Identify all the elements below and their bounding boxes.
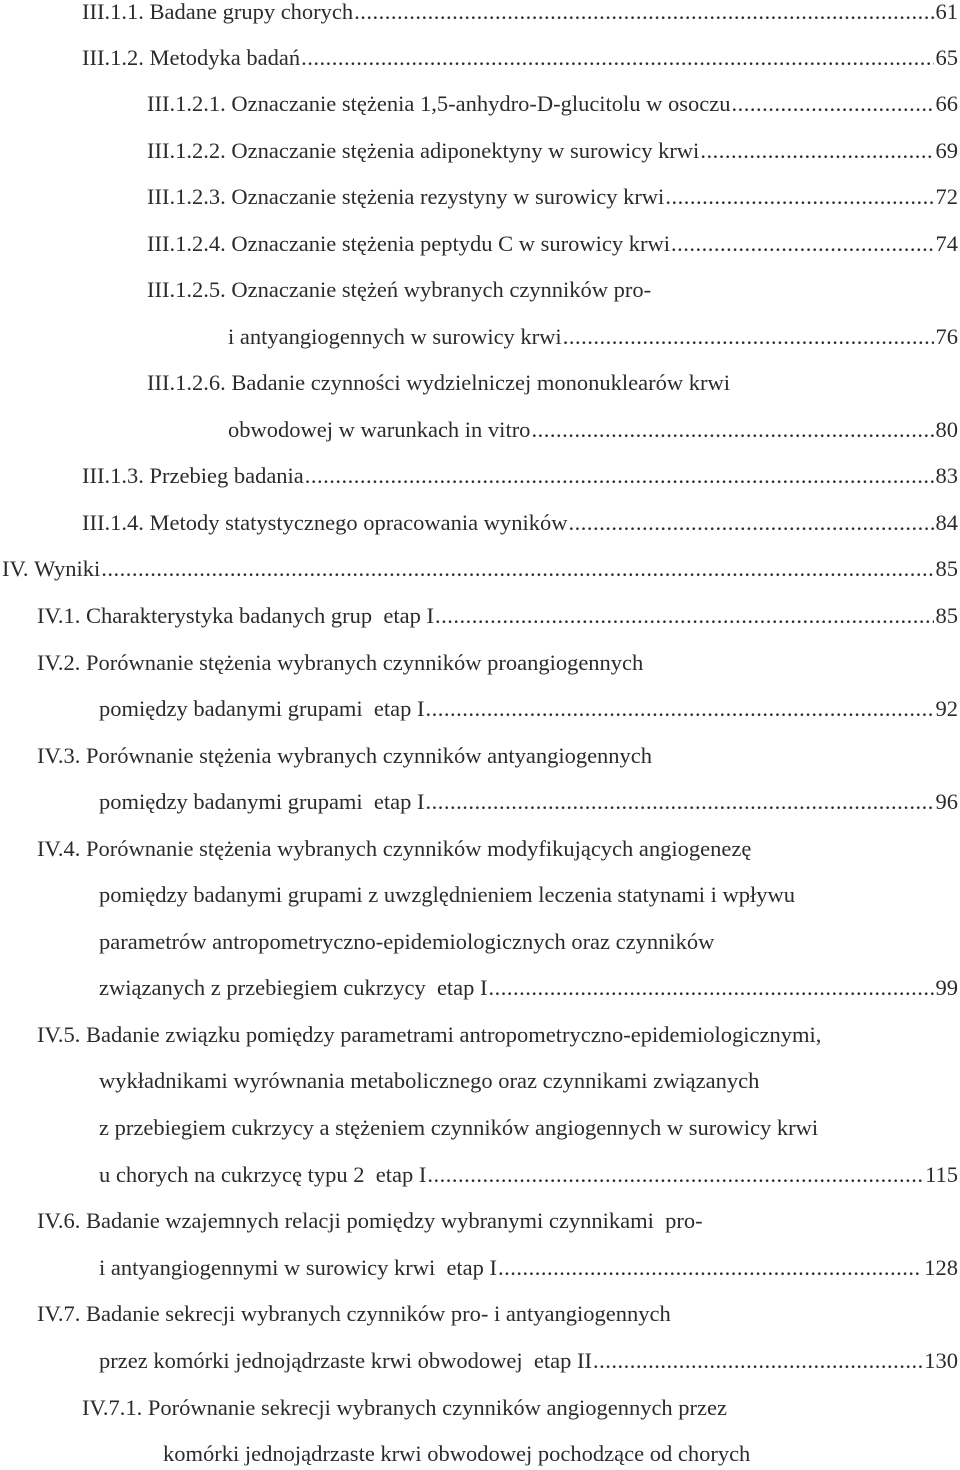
toc-entry-title: związanych z przebiegiem cukrzycy etap I [99,975,488,1000]
toc-entry-number: III.1.2.6. [147,370,226,395]
toc-entry-title: i antyangiogennych w surowicy krwi [228,324,562,349]
toc-entry-number: III.1.2. [82,45,144,70]
toc-leader-dots [427,1160,923,1190]
toc-entry-page: 115 [925,1162,958,1187]
toc-entry-title: Badanie sekrecji wybranych czynników pro- i antyangiogennych [85,1301,671,1326]
toc-leader-dots [569,508,934,538]
toc-entry [147,275,651,305]
toc-entry-page: 85 [935,603,958,628]
toc-entry-page: 65 [935,45,958,70]
toc-entry-title: Charakterystyka badanych grup etap I [85,603,434,628]
toc-entry-title: Badane grupy chorych [149,0,354,24]
toc-entry-page: 61 [935,0,958,24]
toc-entry [147,182,958,212]
toc-entry-title: z przebiegiem cukrzycy a stężeniem czynników angiogennych w surowicy krwi [99,1115,819,1140]
toc-entry-page: 130 [924,1348,958,1373]
toc-entry-number: IV.7.1. [82,1395,143,1420]
toc-entry [147,89,958,119]
toc-entry-continuation [163,1439,750,1469]
toc-leader-dots [498,1253,922,1283]
toc-entry [147,229,958,259]
toc-entry-title: Oznaczanie stężenia 1,5-anhydro-D-glucitolu w osoczu [231,91,731,116]
toc-entry-number: III.1.4. [82,510,144,535]
toc-entry-continuation [99,880,795,910]
toc-entry-title: Porównanie stężenia wybranych czynników proangiogennych [85,650,644,675]
toc-entry [37,741,652,771]
toc-entry-title: obwodowej w warunkach in vitro [228,417,531,442]
toc-entry [37,1206,703,1236]
toc-leader-dots [426,694,934,724]
toc-entry-continuation [228,322,958,352]
toc-entry-number: III.1.2.1. [147,91,226,116]
toc-entry-page: 72 [935,184,958,209]
toc-entry-title: Wyniki [34,556,101,581]
toc-entry-title: pomiędzy badanymi grupami etap I [99,696,425,721]
toc-entry [82,0,958,27]
toc-entry-title: wykładnikami wyrównania metabolicznego oraz czynnikami związanych [99,1068,760,1093]
toc-entry-page: 76 [935,324,958,349]
toc-entry-title: Oznaczanie stężenia adiponektyny w surowicy krwi [231,138,700,163]
toc-entry-title: i antyangiogennymi w surowicy krwi etap I [99,1255,498,1280]
toc-entry [147,368,730,398]
toc-entry-number: IV.1. [37,603,81,628]
toc-entry-number: IV. [2,556,29,581]
toc-leader-dots [101,554,933,584]
toc-entry-page: 128 [924,1255,958,1280]
toc-entry-title: przez komórki jednojądrzaste krwi obwodowej etap II [99,1348,592,1373]
toc-entry-number: III.1.2.4. [147,231,226,256]
toc-entry [37,1299,671,1329]
toc-entry-page: 80 [935,417,958,442]
toc-entry-title: Oznaczanie stężenia rezystyny w surowicy krwi [231,184,665,209]
toc-entry [82,508,958,538]
toc-entry-number: IV.4. [37,836,81,861]
toc-entry-number: III.1.2.2. [147,138,226,163]
toc-leader-dots [435,601,934,631]
toc-entry-page: 85 [935,556,958,581]
toc-entry [37,648,643,678]
toc-entry-title: Metodyka badań [149,45,301,70]
toc-entry-continuation [228,415,958,445]
toc-entry-title: Porównanie stężenia wybranych czynników modyfikujących angiogenezę [85,836,752,861]
toc-entry-title: komórki jednojądrzaste krwi obwodowej pochodzące od chorych [163,1441,751,1466]
toc-entry-page: 99 [935,975,958,1000]
toc-leader-dots [665,182,933,212]
toc-leader-dots [531,415,933,445]
toc-entry [37,834,751,864]
toc-entry-number: IV.7. [37,1301,81,1326]
toc-leader-dots [563,322,934,352]
toc-entry-continuation [99,1253,958,1283]
toc-entry-continuation [99,694,958,724]
toc-entry-page: 83 [935,463,958,488]
toc-entry-continuation [99,1346,958,1376]
toc-entry-number: III.1.2.5. [147,277,226,302]
toc-entry-number: IV.5. [37,1022,81,1047]
toc-entry [82,43,958,73]
toc-leader-dots [671,229,934,259]
toc-leader-dots [354,0,933,27]
toc-leader-dots [489,973,934,1003]
toc-entry [37,1020,821,1050]
toc-entry [37,601,958,631]
toc-entry-continuation [99,1160,958,1190]
toc-entry-page: 69 [935,138,958,163]
toc-entry [82,1393,727,1423]
toc-entry-title: parametrów antropometryczno-epidemiologicznych oraz czynników [99,929,715,954]
toc-entry-number: III.1.1. [82,0,144,24]
toc-leader-dots [732,89,934,119]
toc-entry-continuation [99,1113,818,1143]
toc-entry-page: 66 [935,91,958,116]
toc-entry-title: Badanie wzajemnych relacji pomiędzy wybranymi czynnikami pro- [85,1208,703,1233]
toc-entry-title: Badanie czynności wydzielniczej mononuklearów krwi [231,370,730,395]
toc-entry-title: Oznaczanie stężenia peptydu C w surowicy krwi [231,231,670,256]
toc-entry-number: IV.2. [37,650,81,675]
toc-entry-number: IV.3. [37,743,81,768]
toc-entry [147,136,958,166]
toc-entry-page: 96 [935,789,958,814]
toc-leader-dots [426,787,934,817]
toc-entry-continuation [99,787,958,817]
toc-entry-title: pomiędzy badanymi grupami etap I [99,789,425,814]
toc-entry-number: IV.6. [37,1208,81,1233]
toc-leader-dots [301,43,933,73]
toc-entry-title: Badanie związku pomiędzy parametrami antropometryczno-epidemiologicznymi, [85,1022,822,1047]
toc-leader-dots [700,136,933,166]
toc-entry-title: Porównanie sekrecji wybranych czynników angiogennych przez [147,1395,728,1420]
toc-entry-page: 92 [935,696,958,721]
toc-entry [2,554,958,584]
toc-entry-continuation [99,973,958,1003]
toc-leader-dots [593,1346,922,1376]
toc-entry-continuation [99,1066,759,1096]
toc-entry [82,461,958,491]
toc-entry-title: u chorych na cukrzycę typu 2 etap I [99,1162,427,1187]
toc-entry-number: III.1.3. [82,463,144,488]
toc-entry-title: Przebieg badania [149,463,304,488]
toc-entry-page: 84 [935,510,958,535]
toc-entry-continuation [99,927,714,957]
toc-entry-title: pomiędzy badanymi grupami z uwzględnieniem leczenia statynami i wpływu [99,882,796,907]
toc-entry-number: III.1.2.3. [147,184,226,209]
toc-entry-title: Oznaczanie stężeń wybranych czynników pro- [231,277,652,302]
toc-entry-page: 74 [935,231,958,256]
toc-leader-dots [305,461,934,491]
toc-entry-title: Metody statystycznego opracowania wyników [149,510,568,535]
toc-entry-title: Porównanie stężenia wybranych czynników antyangiogennych [85,743,653,768]
